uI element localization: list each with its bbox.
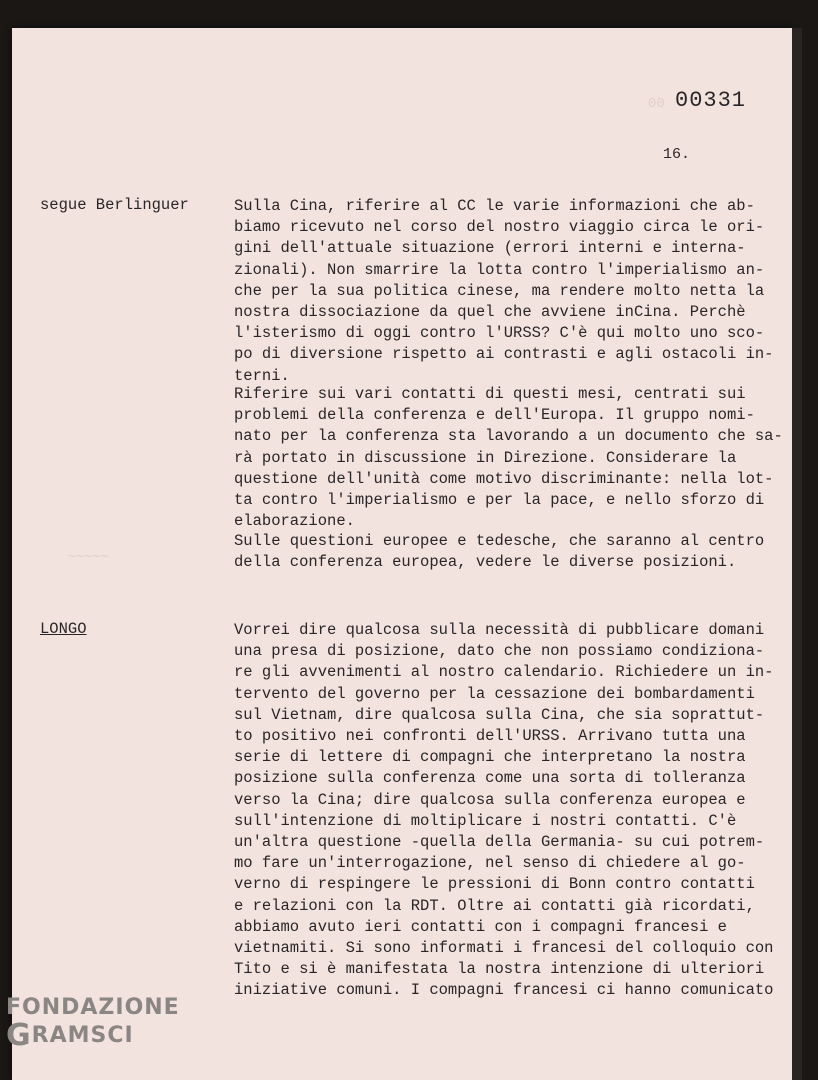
show-through-text: ~~~~~ [67,550,110,566]
watermark-line-2-rest: RAMSCI [31,1023,134,1048]
fondazione-gramsci-watermark [6,994,180,1053]
berlinguer-paragraph-1: Sulla Cina, riferire al CC le varie informazioni che ab- biamo ricevuto nel corso del nostro viaggio circa le ori- gini dell'attuale situazione (errori interni e interna- zionali). Non smarrire la lotta contro l'imperialismo an- che per la sua politica cinese, ma rendere molto netta la nostra dissociazione da quel che avviene inCina. Perchè l'isterismo di oggi contro l'URSS? C'è qui molto uno sco- po di diversione rispetto ai contrasti e agli ostacoli in- terni. [234,197,774,385]
watermark-g-logo: G [6,1018,32,1053]
page-edge [792,28,802,1080]
speaker-berlinguer: segue Berlinguer [40,196,189,214]
berlinguer-paragraph-3: Sulle questioni europee e tedesche, che saranno al centro della conferenza europea, vedere le diverse posizioni. [234,532,765,572]
document-page [12,28,792,1080]
page-number: 16. [663,146,691,163]
document-number: 00331 [675,88,747,113]
watermark-line-2 [6,1018,180,1053]
speaker-longo: LONGO [40,620,87,638]
longo-paragraph-1: Vorrei dire qualcosa sulla necessità di pubblicare domani una presa di posizione, dato che non possiamo condiziona- re gli avvenimenti al nostro calendario. Richiedere un in- tervento del governo per la cessazione dei bombardamenti sul Vietnam, dire qualcosa sulla Cina, che sia soprattut- to positivo nei confronti dell'URSS. Arrivano tutta una serie di lettere di compagni che interpretano la nostra posizione sulla conferenza come una sorta di tolleranza verso la Cina; dire qualcosa sulla conferenza europea e sull'intenzione di moltiplicare i nostri contatti. C'è un'altra questione -quella della Germania- su cui potrem- mo fare un'interrogazione, nel senso di chiedere al go- verno di respingere le pressioni di Bonn contro contatti e relazioni con la RDT. Oltre ai contatti già ricordati, abbiamo avuto ieri contatti con i compagni francesi e vietnamiti. Si sono informati i francesi del colloquio con Tito e si è manifestata la nostra intenzione di ulteriori iniziative comuni. I compagni francesi ci hanno comunicato [234,621,774,1000]
watermark-line-1: FONDAZIONE [6,995,180,1020]
berlinguer-paragraph-2: Riferire sui vari contatti di questi mesi, centrati sui problemi della conferenza e dell'Europa. Il gruppo nomi- nato per la conferenza sta lavorando a un documento che sa- rà portato in discussione in Direzione. Considerare la questione dell'unità come motivo discriminante: nella lot- ta contro l'imperialismo e per la pace, e nello sforzo di elaborazione. [234,385,783,531]
show-through-text: 00 [648,96,665,112]
